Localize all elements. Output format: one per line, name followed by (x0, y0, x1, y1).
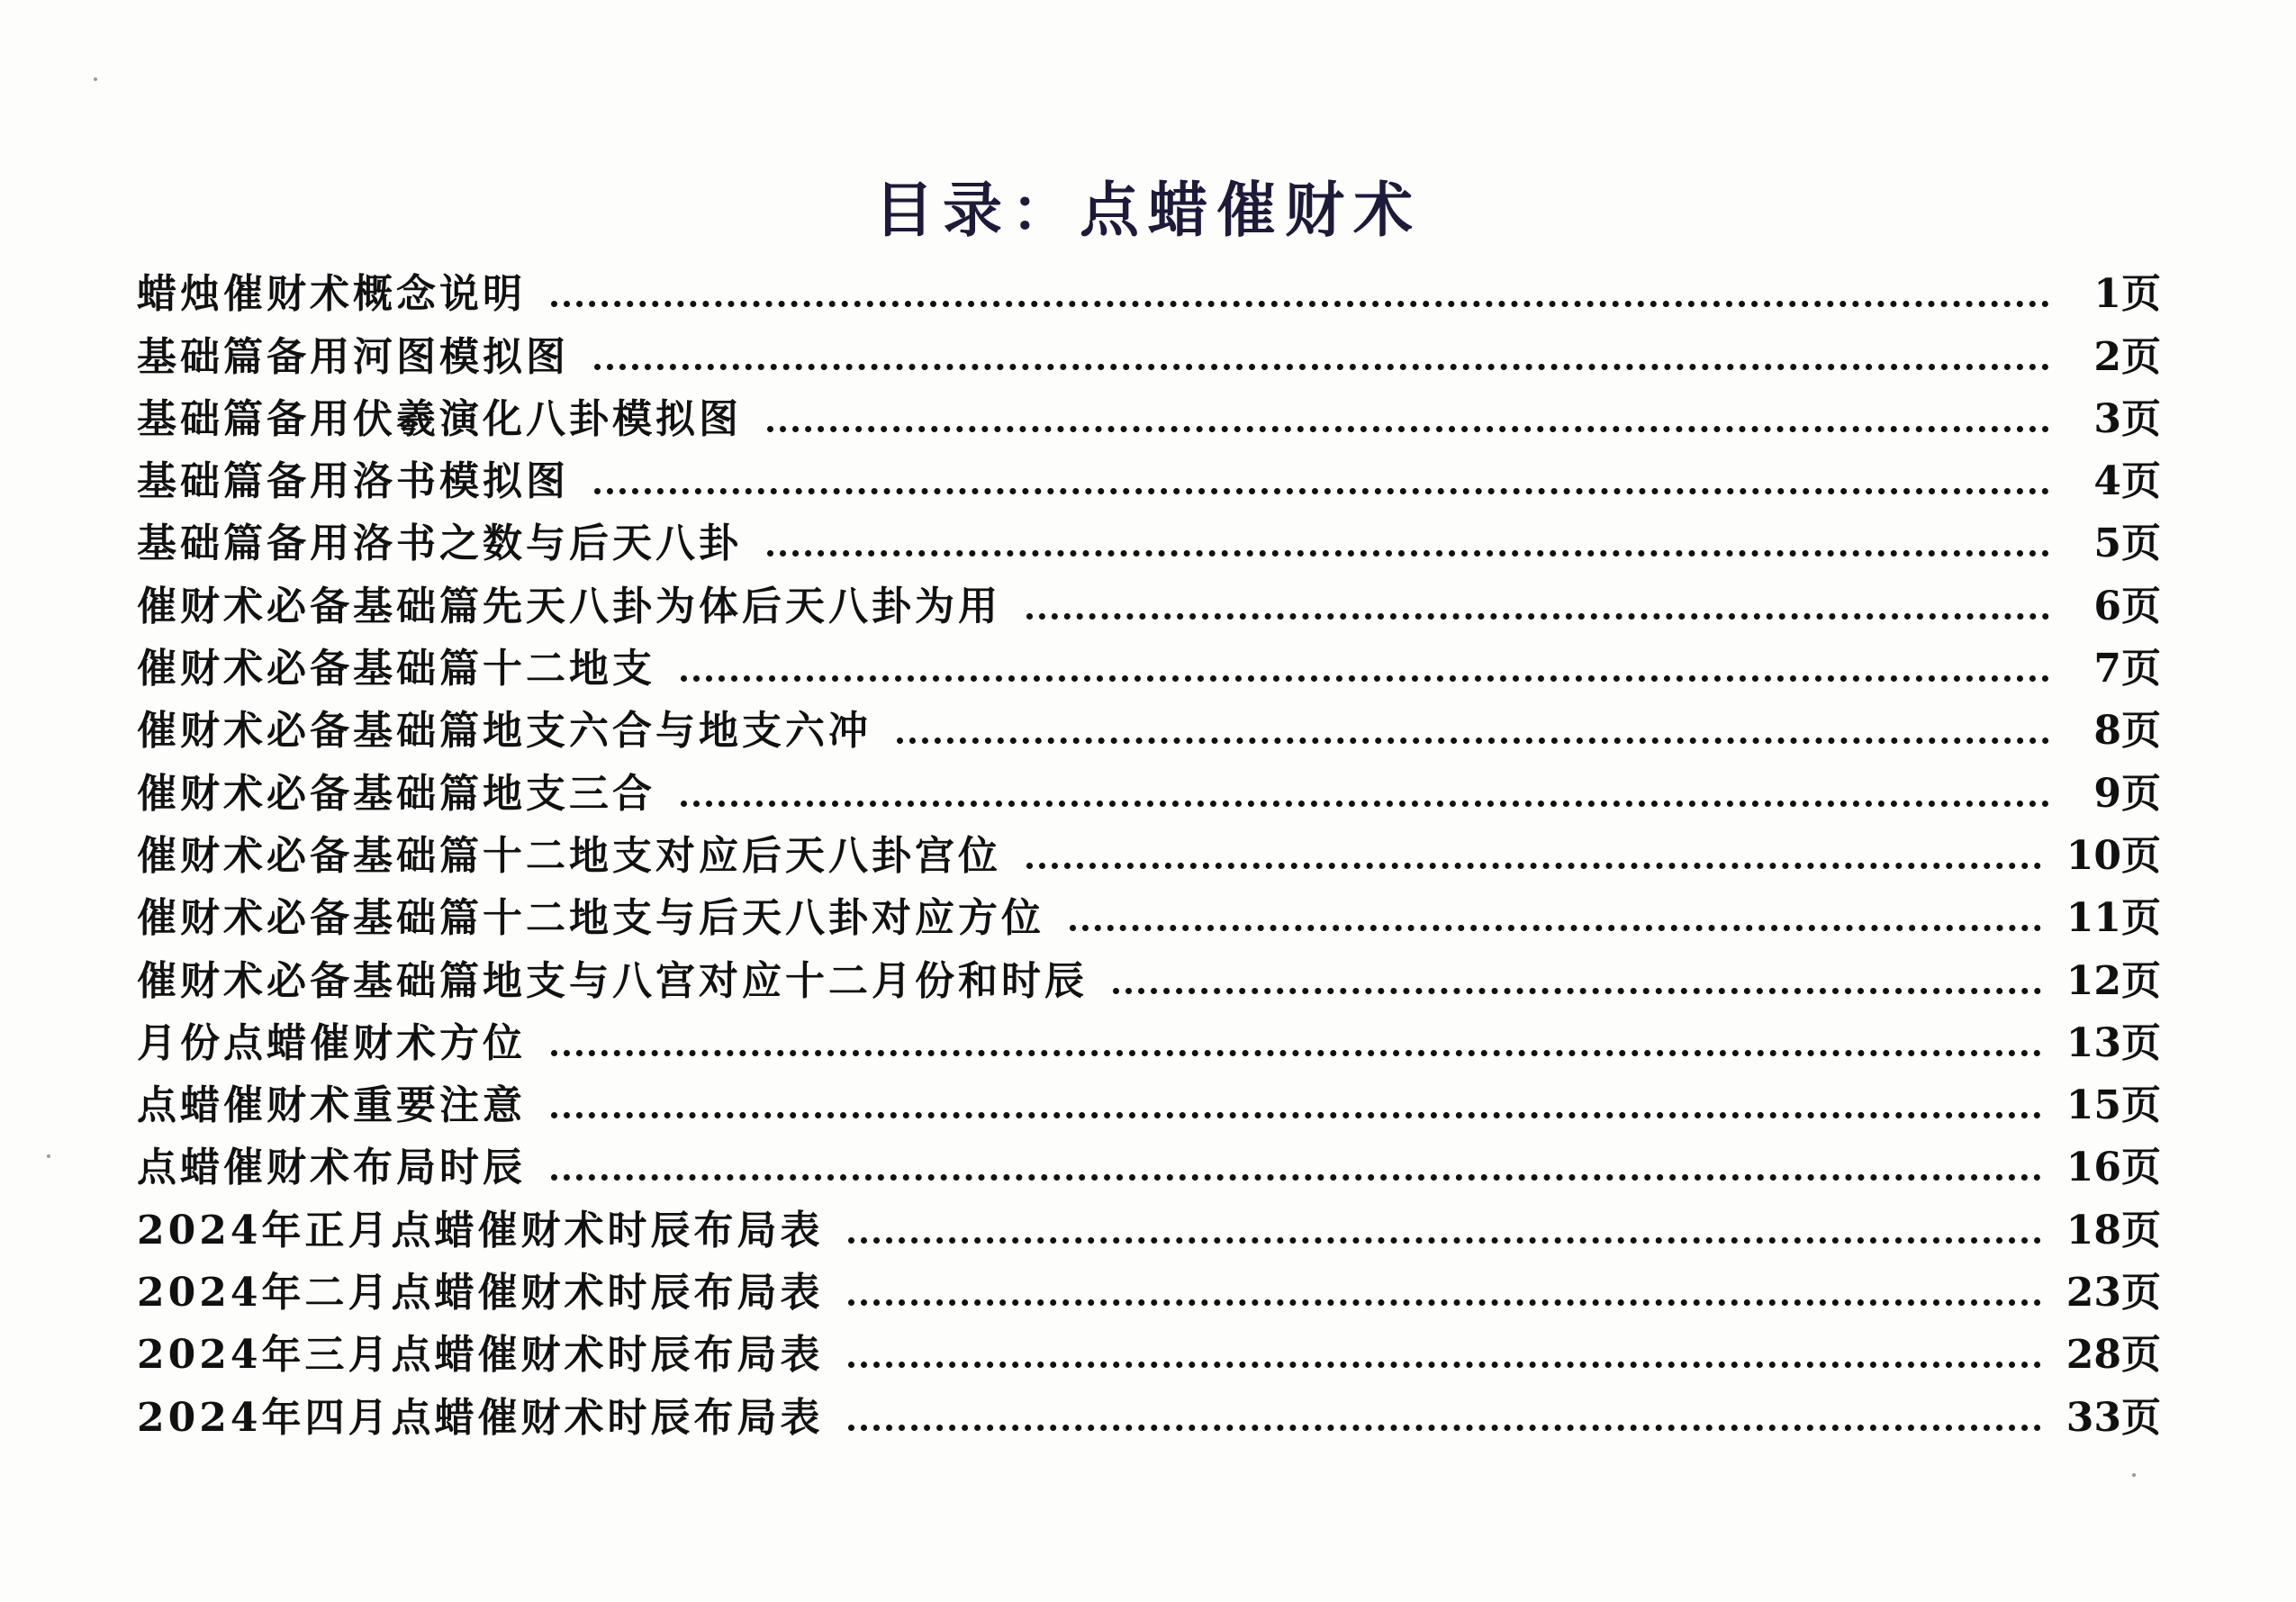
toc-entry-page: 10页 (2065, 832, 2161, 879)
toc-entry-page: 33页 (2065, 1394, 2161, 1441)
toc-entry (137, 1320, 2161, 1382)
dot-leader (551, 1112, 2041, 1118)
dot-leader (551, 1174, 2041, 1181)
toc-entry-title: 2024年正月点蜡催财术时辰布局表 (137, 1207, 824, 1254)
dot-leader (594, 488, 2049, 494)
toc-entry (137, 321, 2161, 384)
dot-leader (681, 675, 2049, 682)
toc-entry-title: 月份点蜡催财术方位 (137, 1019, 526, 1066)
toc-entry-title: 催财术必备基础篇十二地支 (137, 646, 655, 692)
toc-entry (137, 1382, 2161, 1444)
toc-entry (137, 758, 2161, 820)
toc-entry (137, 1009, 2161, 1071)
toc-entry-page: 18页 (2065, 1207, 2161, 1254)
scan-speck (2132, 1473, 2136, 1477)
toc-entry-title: 2024年二月点蜡催财术时辰布局表 (137, 1270, 824, 1317)
dot-leader (848, 1299, 2040, 1306)
dot-leader (848, 1425, 2040, 1431)
dot-leader (897, 738, 2049, 744)
toc-entry-page: 28页 (2065, 1332, 2161, 1379)
toc-entry-title: 蜡烛催财术概念说明 (137, 271, 526, 318)
toc-entry-title: 点蜡催财术重要注意 (137, 1082, 526, 1129)
table-of-contents (137, 259, 2161, 1445)
toc-entry (137, 821, 2161, 883)
toc-entry-page: 6页 (2093, 583, 2161, 629)
dot-leader (767, 550, 2049, 557)
toc-entry (137, 1195, 2161, 1257)
scan-speck (94, 77, 97, 81)
toc-entry (137, 1133, 2161, 1195)
toc-entry-page: 2页 (2093, 333, 2161, 380)
toc-entry-title: 催财术必备基础篇地支六合与地支六冲 (137, 708, 872, 755)
toc-entry (137, 571, 2161, 633)
toc-entry-title: 2024年四月点蜡催财术时辰布局表 (137, 1394, 824, 1441)
dot-leader (848, 1362, 2040, 1368)
dot-leader (848, 1237, 2040, 1244)
toc-entry-page: 1页 (2093, 271, 2161, 318)
toc-entry-page: 11页 (2065, 895, 2161, 942)
toc-entry-page: 13页 (2065, 1019, 2161, 1066)
dot-leader (1026, 863, 2041, 869)
toc-entry (137, 634, 2161, 696)
dot-leader (1070, 925, 2041, 931)
dot-leader (681, 801, 2049, 807)
toc-entry (137, 509, 2161, 571)
toc-entry (137, 1071, 2161, 1133)
toc-entry-page: 5页 (2093, 520, 2161, 567)
toc-entry-page: 16页 (2065, 1145, 2161, 1191)
toc-entry-page: 15页 (2065, 1082, 2161, 1129)
toc-entry-page: 8页 (2093, 708, 2161, 755)
dot-leader (551, 1050, 2041, 1056)
toc-entry (137, 447, 2161, 509)
toc-entry (137, 946, 2161, 1008)
toc-entry-title: 催财术必备基础篇地支与八宫对应十二月份和时辰 (137, 957, 1088, 1004)
toc-entry-title: 催财术必备基础篇地支三合 (137, 770, 655, 817)
toc-entry-title: 2024年三月点蜡催财术时辰布局表 (137, 1332, 824, 1379)
toc-entry-page: 23页 (2065, 1270, 2161, 1317)
toc-entry (137, 1258, 2161, 1320)
toc-entry (137, 259, 2161, 321)
toc-entry-page: 4页 (2093, 458, 2161, 505)
toc-entry-title: 催财术必备基础篇先天八卦为体后天八卦为用 (137, 583, 1001, 629)
toc-entry-title: 催财术必备基础篇十二地支对应后天八卦宫位 (137, 832, 1001, 879)
dot-leader (767, 426, 2049, 432)
toc-entry (137, 696, 2161, 758)
toc-entry-page: 3页 (2093, 395, 2161, 442)
toc-entry-title: 基础篇备用伏羲演化八卦模拟图 (137, 395, 742, 442)
toc-entry-title: 点蜡催财术布局时辰 (137, 1145, 526, 1191)
toc-entry (137, 883, 2161, 946)
dot-leader (1113, 988, 2041, 994)
page-title: 目录：点蜡催财术 (874, 175, 1422, 245)
toc-entry-page: 9页 (2093, 770, 2161, 817)
toc-entry-title: 基础篇备用洛书之数与后天八卦 (137, 520, 742, 567)
toc-entry-title: 基础篇备用河图模拟图 (137, 333, 569, 380)
dot-leader (594, 364, 2049, 370)
dot-leader (551, 301, 2049, 307)
scan-speck (47, 1154, 50, 1158)
toc-entry-title: 催财术必备基础篇十二地支与后天八卦对应方位 (137, 895, 1044, 942)
toc-entry (137, 385, 2161, 447)
toc-entry-page: 12页 (2065, 957, 2161, 1004)
toc-entry-title: 基础篇备用洛书模拟图 (137, 458, 569, 505)
toc-entry-page: 7页 (2093, 646, 2161, 692)
dot-leader (1026, 613, 2049, 620)
